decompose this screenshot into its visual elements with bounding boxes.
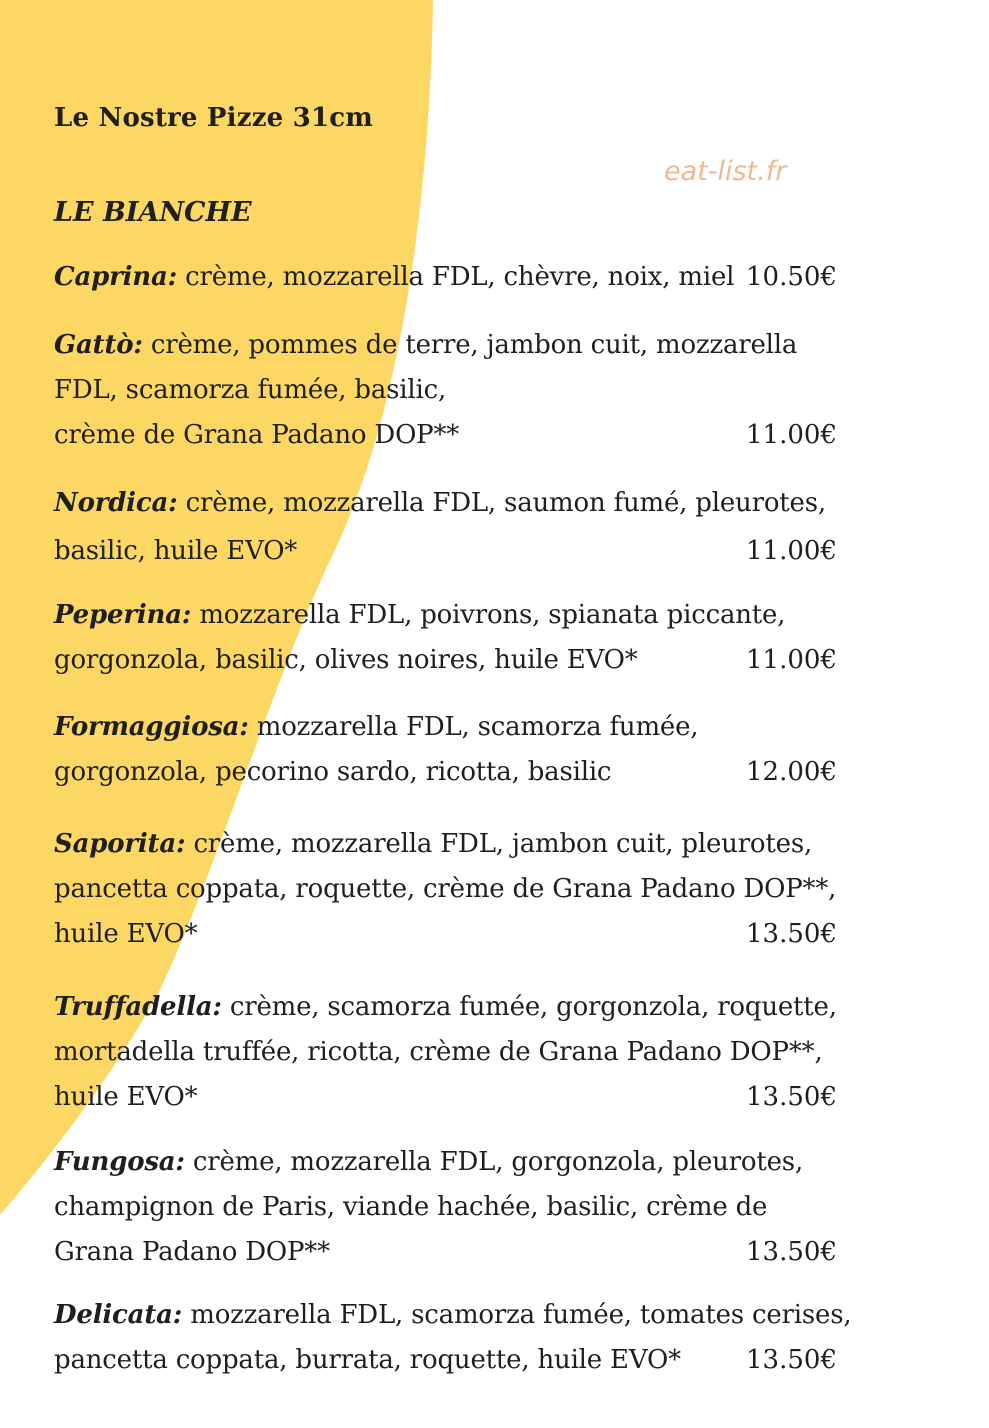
menu-item-price: 11.00€ <box>746 536 837 566</box>
menu-item-name: Peperina: <box>54 600 192 630</box>
menu-item-name: Nordica: <box>54 488 178 518</box>
menu-item-description-line: Grana Padano DOP** <box>54 1237 330 1267</box>
menu-item-description: mozzarella FDL, poivrons, spianata piccante, <box>191 600 786 630</box>
menu-item-description-line: crème de Grana Padano DOP** <box>54 420 460 450</box>
menu-item-name: Formaggiosa: <box>54 712 249 742</box>
menu-item-first-line <box>54 710 698 744</box>
menu-item-description-line: gorgonzola, pecorino sardo, ricotta, basilic <box>54 757 612 787</box>
menu-item-price: 13.50€ <box>746 919 837 949</box>
menu-item-name: Gattò: <box>54 330 143 360</box>
menu-item-name: Fungosa: <box>54 1147 185 1177</box>
menu-item-first-line <box>54 486 826 520</box>
menu-item-description-line: FDL, scamorza fumée, basilic, <box>54 375 447 405</box>
menu-item-description-line: pancetta coppata, burrata, roquette, huile EVO* <box>54 1345 681 1375</box>
menu-item-price: 10.50€ <box>746 262 837 292</box>
menu-item-first-line <box>54 1298 851 1332</box>
page-title: Le Nostre Pizze 31cm <box>54 103 373 133</box>
menu-item-first-line <box>54 260 734 294</box>
menu-item-description-line: champignon de Paris, viande hachée, basilic, crème de <box>54 1192 768 1222</box>
menu-item-description: crème, mozzarella FDL, chèvre, noix, miel <box>177 262 735 292</box>
menu-item-description-line: huile EVO* <box>54 919 198 949</box>
menu-item-first-line <box>54 990 837 1024</box>
menu-item-description-line: huile EVO* <box>54 1082 198 1112</box>
menu-item-description-line: pancetta coppata, roquette, crème de Grana Padano DOP**, <box>54 874 837 904</box>
menu-item-name: Delicata: <box>54 1300 183 1330</box>
menu-item-price: 12.00€ <box>746 757 837 787</box>
menu-item-first-line <box>54 328 797 362</box>
menu-item-price: 11.00€ <box>746 645 837 675</box>
menu-item-description: mozzarella FDL, scamorza fumée, <box>248 712 699 742</box>
menu-item-price: 13.50€ <box>746 1345 837 1375</box>
menu-item-price: 13.50€ <box>746 1237 837 1267</box>
menu-item-description: crème, mozzarella FDL, jambon cuit, pleurotes, <box>185 829 813 859</box>
section-title: LE BIANCHE <box>54 197 252 228</box>
menu-item-name: Caprina: <box>54 262 178 292</box>
menu-item-name: Saporita: <box>54 829 186 859</box>
menu-item-description: crème, mozzarella FDL, saumon fumé, pleurotes, <box>177 488 826 518</box>
watermark: eat-list.fr <box>664 156 787 187</box>
menu-item-description: crème, mozzarella FDL, gorgonzola, pleurotes, <box>184 1147 804 1177</box>
menu-item-price: 11.00€ <box>746 420 837 450</box>
menu-item-first-line <box>54 827 812 861</box>
menu-item-first-line <box>54 1145 803 1179</box>
menu-item-description: crème, scamorza fumée, gorgonzola, roquette, <box>221 992 837 1022</box>
menu-item-name: Truffadella: <box>54 992 222 1022</box>
menu-item-price: 13.50€ <box>746 1082 837 1112</box>
menu-item-description: crème, pommes de terre, jambon cuit, mozzarella <box>142 330 798 360</box>
menu-item-description-line: gorgonzola, basilic, olives noires, huile EVO* <box>54 645 638 675</box>
menu-item-description: mozzarella FDL, scamorza fumée, tomates cerises, <box>182 1300 852 1330</box>
menu-item-first-line <box>54 598 785 632</box>
menu-item-description-line: basilic, huile EVO* <box>54 536 298 566</box>
menu-item-description-line: mortadella truffée, ricotta, crème de Grana Padano DOP**, <box>54 1037 823 1067</box>
